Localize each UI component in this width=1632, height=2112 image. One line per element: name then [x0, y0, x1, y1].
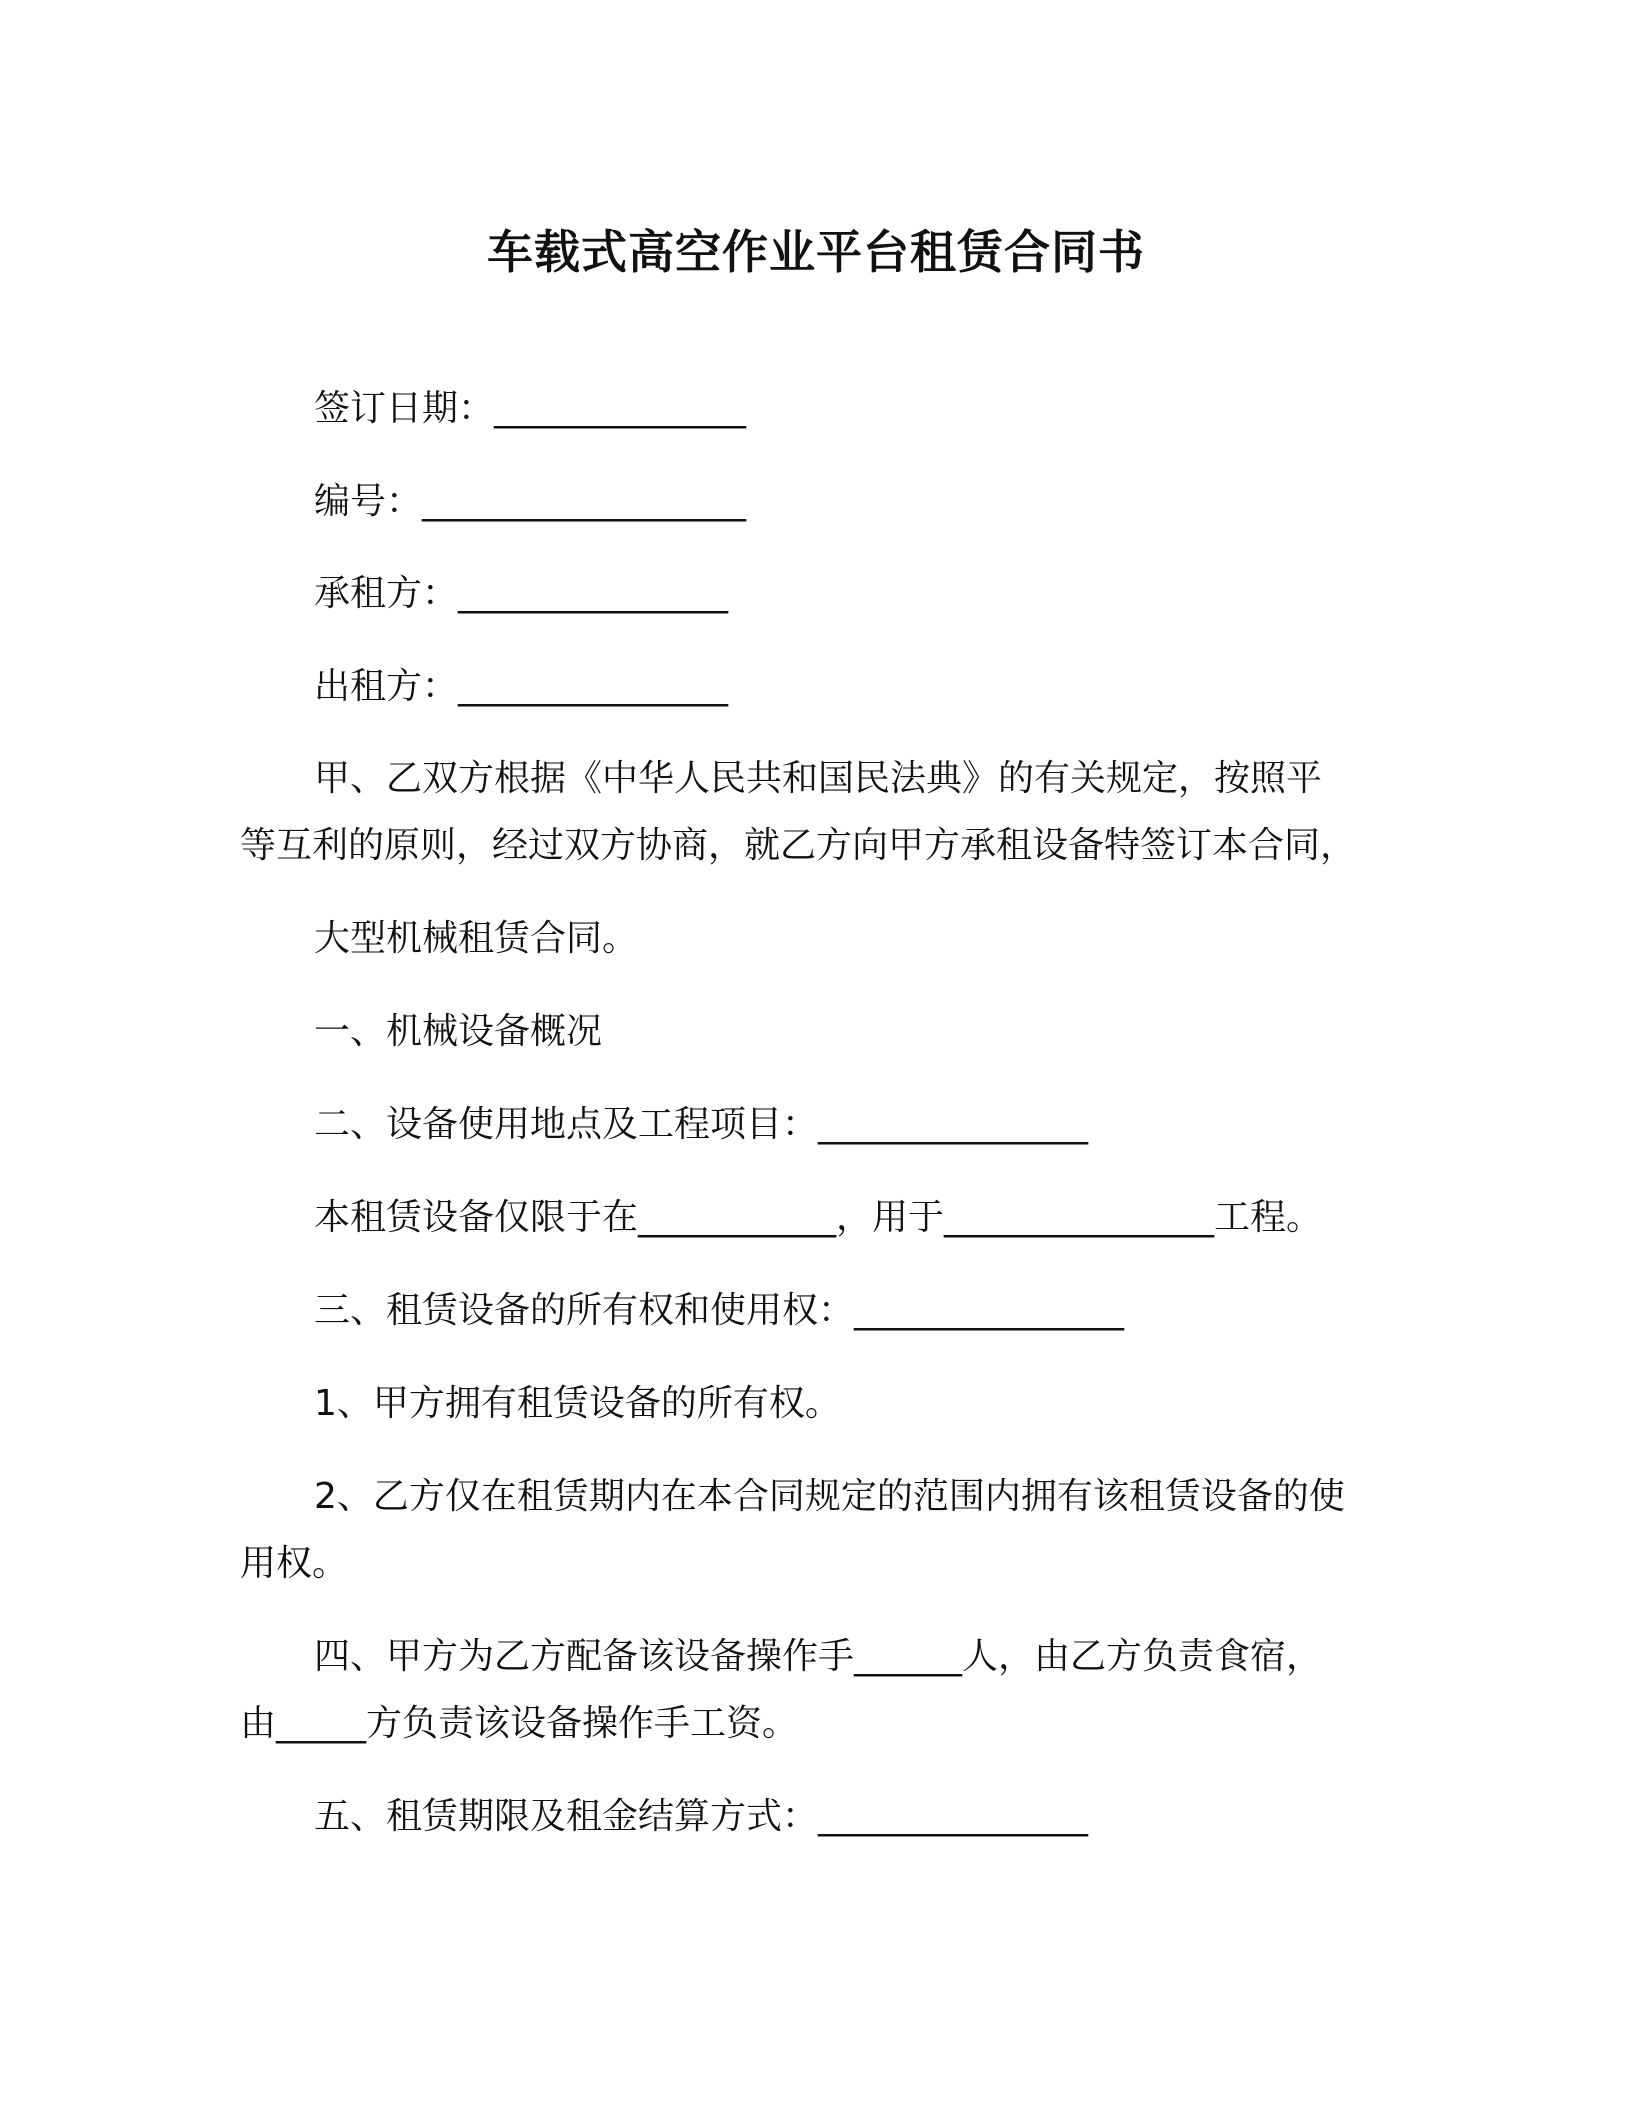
preamble-line-1: 甲、乙双方根据《中华人民共和国民法典》的有关规定，按照平 [314, 758, 1323, 799]
section-3-item-2-line-2: 用权。 [240, 1543, 349, 1584]
section-5-heading: 五、租赁期限及租金结算方式：_______________ [314, 1796, 1089, 1837]
section-2-heading: 二、设备使用地点及工程项目：_______________ [314, 1104, 1089, 1145]
signing-date-line: 签订日期：______________ [314, 388, 747, 429]
section-3-item-1: 1、甲方拥有租赁设备的所有权。 [314, 1383, 841, 1424]
section-4-line-2: 由_____方负责该设备操作手工资。 [240, 1703, 799, 1744]
section-1-heading: 一、机械设备概况 [314, 1011, 603, 1052]
lessor-line: 出租方：_______________ [314, 666, 729, 707]
preamble-line-3: 大型机械租赁合同。 [314, 918, 639, 959]
section-3-item-2-line-1: 2、乙方仅在租赁期内在本合同规定的范围内拥有该租赁设备的使 [314, 1476, 1345, 1517]
section-4-line-1: 四、甲方为乙方配备该设备操作手______人，由乙方负责食宿， [314, 1636, 1323, 1677]
section-2-body: 本租赁设备仅限于在___________，用于_______________工程。 [314, 1197, 1323, 1238]
preamble-line-2: 等互利的原则，经过双方协商，就乙方向甲方承租设备特签订本合同， [240, 825, 1357, 866]
lessee-line: 承租方：_______________ [314, 573, 729, 614]
contract-number-line: 编号：__________________ [314, 481, 747, 522]
section-3-heading: 三、租赁设备的所有权和使用权：_______________ [314, 1290, 1125, 1331]
document-title: 车载式高空作业平台租赁合同书 [487, 225, 1145, 279]
